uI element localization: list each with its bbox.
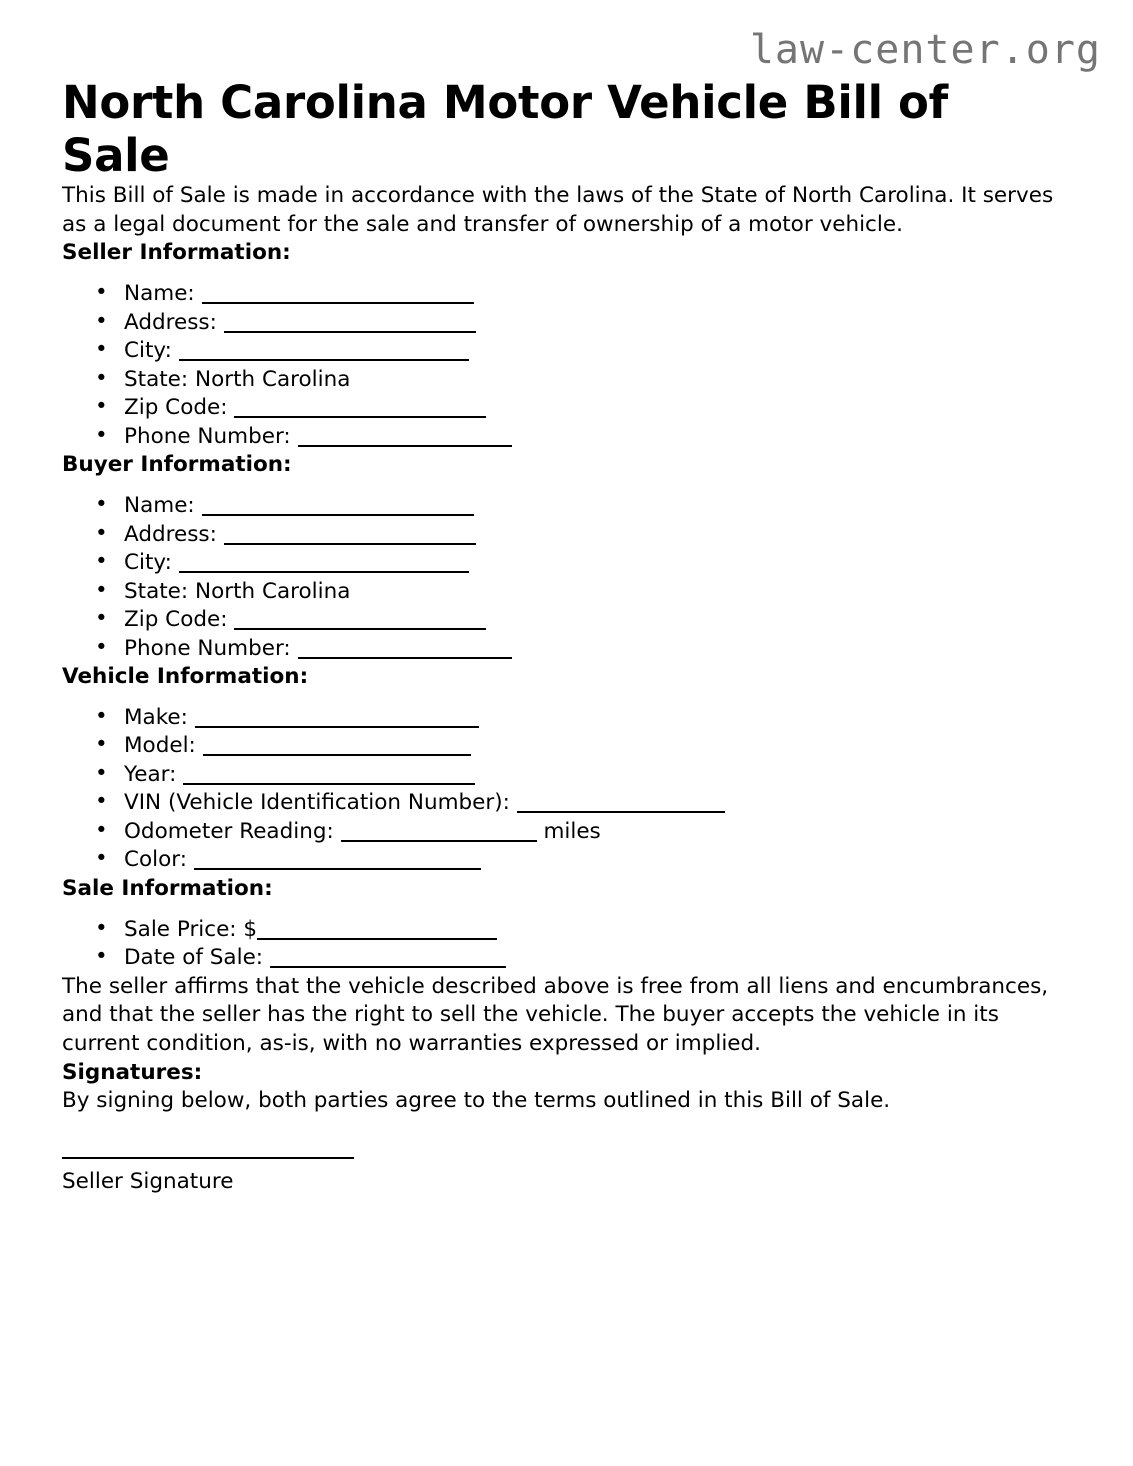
sale-date-input[interactable] bbox=[270, 952, 506, 968]
affirmation-paragraph: The seller affirms that the vehicle described above is free from all liens and encumbrances, and that the seller has the right to sell the vehicle. The buyer accepts the vehicle in its current condition, as-is, with no warranties expressed or implied. bbox=[62, 973, 1049, 1056]
buyer-name-input[interactable] bbox=[202, 500, 474, 516]
document-content bbox=[62, 0, 1072, 1196]
site-watermark: law-center.org bbox=[749, 27, 1101, 73]
field-label: Date of Sale: bbox=[124, 945, 264, 971]
field-label: VIN (Vehicle Identification Number): bbox=[124, 790, 510, 816]
buyer-phone-input[interactable] bbox=[298, 643, 512, 659]
field-label: State: bbox=[124, 366, 189, 392]
seller-signature-block bbox=[62, 1157, 1072, 1196]
field-label: Name: bbox=[124, 281, 195, 307]
field-label: Make: bbox=[124, 705, 188, 730]
field-label: Address: bbox=[124, 521, 217, 547]
field-label: State: bbox=[124, 578, 189, 604]
field-label: City: bbox=[124, 550, 172, 576]
field-label: Zip Code: bbox=[124, 395, 228, 421]
buyer-address-input[interactable] bbox=[224, 529, 476, 545]
field-buyer-name bbox=[95, 492, 1072, 520]
vehicle-field-list bbox=[62, 704, 1072, 875]
seller-city-input[interactable] bbox=[179, 345, 469, 361]
field-buyer-phone bbox=[95, 635, 1072, 663]
seller-address-input[interactable] bbox=[224, 317, 476, 333]
document-title: North Carolina Motor Vehicle Bill of Sale bbox=[62, 76, 948, 183]
field-label: Sale Price: $ bbox=[124, 916, 258, 942]
seller-signature-input[interactable] bbox=[62, 1157, 354, 1159]
field-vehicle-color bbox=[95, 846, 1072, 874]
field-buyer-zip bbox=[95, 606, 1072, 634]
vehicle-odometer-input[interactable] bbox=[341, 826, 537, 842]
field-vehicle-make bbox=[95, 704, 1072, 732]
buyer-information-heading: Buyer Information: bbox=[62, 452, 292, 478]
vehicle-model-input[interactable] bbox=[203, 740, 471, 756]
field-buyer-city bbox=[95, 549, 1072, 577]
field-label: City: bbox=[124, 338, 172, 364]
buyer-zip-input[interactable] bbox=[234, 614, 486, 630]
buyer-state-value: North Carolina bbox=[195, 578, 351, 604]
field-label: Phone Number: bbox=[124, 635, 291, 661]
field-vehicle-odometer bbox=[95, 818, 1072, 846]
field-seller-name bbox=[95, 280, 1072, 308]
seller-state-value: North Carolina bbox=[195, 366, 351, 392]
field-vehicle-vin bbox=[95, 789, 1072, 817]
field-label: Phone Number: bbox=[124, 423, 291, 449]
field-seller-zip bbox=[95, 394, 1072, 422]
sale-information-heading: Sale Information: bbox=[62, 875, 273, 901]
field-seller-address bbox=[95, 309, 1072, 337]
seller-zip-input[interactable] bbox=[234, 402, 486, 418]
buyer-field-list bbox=[62, 492, 1072, 663]
field-label: Odometer Reading: bbox=[124, 818, 334, 844]
field-sale-date bbox=[95, 944, 1072, 972]
buyer-city-input[interactable] bbox=[179, 557, 469, 573]
vehicle-make-input[interactable] bbox=[195, 712, 479, 728]
field-seller-city bbox=[95, 337, 1072, 365]
sale-price-input[interactable] bbox=[257, 924, 497, 940]
field-vehicle-year bbox=[95, 761, 1072, 789]
seller-information-heading: Seller Information: bbox=[62, 240, 291, 266]
seller-signature-label: Seller Signature bbox=[62, 1169, 234, 1195]
field-buyer-address bbox=[95, 521, 1072, 549]
field-buyer-state bbox=[95, 578, 1072, 606]
field-sale-price bbox=[95, 916, 1072, 944]
odometer-unit-label: miles bbox=[543, 818, 601, 844]
intro-paragraph: This Bill of Sale is made in accordance with the laws of the State of North Carolina. It serves as a legal document for the sale and transfer of ownership of a motor vehicle. bbox=[62, 183, 1054, 237]
vehicle-information-heading: Vehicle Information: bbox=[62, 664, 309, 690]
seller-field-list bbox=[62, 280, 1072, 451]
field-seller-phone bbox=[95, 423, 1072, 451]
seller-name-input[interactable] bbox=[202, 288, 474, 304]
field-label: Model: bbox=[124, 733, 196, 759]
field-label: Color: bbox=[124, 847, 187, 873]
vehicle-vin-input[interactable] bbox=[517, 797, 725, 813]
signatures-heading: Signatures: bbox=[62, 1059, 203, 1085]
field-seller-state bbox=[95, 366, 1072, 394]
field-vehicle-model bbox=[95, 732, 1072, 760]
seller-phone-input[interactable] bbox=[298, 431, 512, 447]
vehicle-year-input[interactable] bbox=[183, 769, 475, 785]
field-label: Name: bbox=[124, 493, 195, 519]
field-label: Year: bbox=[124, 761, 177, 787]
field-label: Address: bbox=[124, 309, 217, 335]
vehicle-color-input[interactable] bbox=[194, 854, 481, 870]
field-label: Zip Code: bbox=[124, 607, 228, 633]
signing-notice-paragraph: By signing below, both parties agree to the terms outlined in this Bill of Sale. bbox=[62, 1087, 891, 1113]
sale-field-list bbox=[62, 916, 1072, 973]
